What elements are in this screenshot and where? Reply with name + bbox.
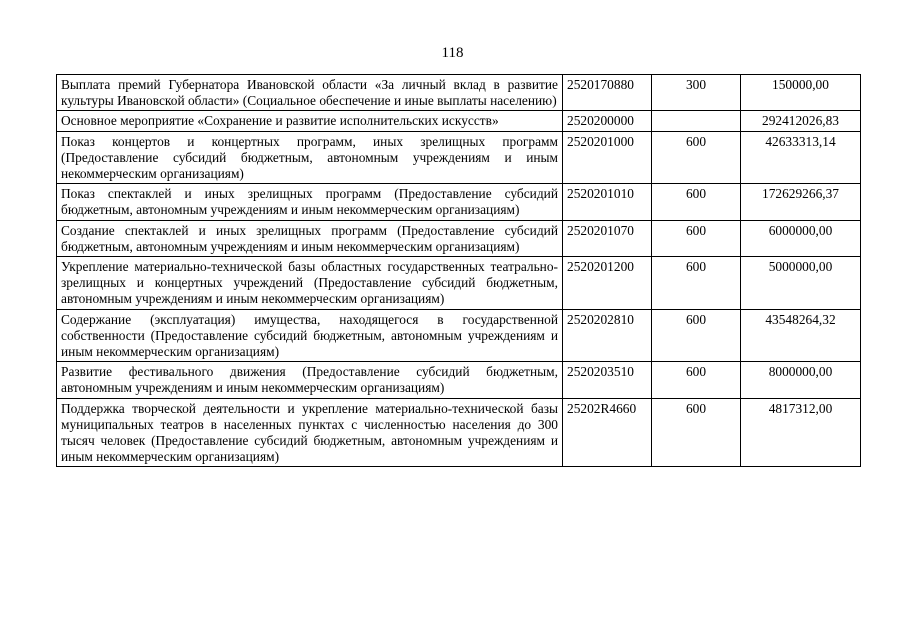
row-code: 2520201000 [563,131,652,184]
row-sum: 172629266,37 [741,184,861,220]
row-name: Поддержка творческой деятельности и укрепление материально-технической базы муниципальных театров в населенных пунктах с численностью населения до 300 тысяч человек (Предоставление субсидий бюджетным, автономным учреждениям и иным некоммерческим организациям) [57,398,563,467]
table-row [57,309,861,362]
row-expense-type: 600 [652,131,741,184]
row-name: Показ концертов и концертных программ, иных зрелищных программ (Предоставление субсидий бюджетным, автономным учреждениям и иным некоммерческим организациям) [57,131,563,184]
row-expense-type: 600 [652,398,741,467]
row-sum: 43548264,32 [741,309,861,362]
row-name: Укрепление материально-технической базы областных государственных театрально-зрелищных и концертных учреждений (Предоставление субсидий бюджетным, автономным учреждениям и иным некоммерческим организациям) [57,257,563,310]
table-row [57,257,861,310]
row-code: 25202R4660 [563,398,652,467]
row-code: 2520201200 [563,257,652,310]
row-code: 2520200000 [563,111,652,131]
row-sum: 6000000,00 [741,220,861,256]
row-expense-type: 600 [652,257,741,310]
budget-table [56,74,861,467]
row-code: 2520203510 [563,362,652,398]
row-name: Показ спектаклей и иных зрелищных программ (Предоставление субсидий бюджетным, автономным учреждениям и иным некоммерческим организациям) [57,184,563,220]
row-name: Развитие фестивального движения (Предоставление субсидий бюджетным, автономным учреждениям и иным некоммерческим организациям) [57,362,563,398]
row-code: 2520202810 [563,309,652,362]
table-row [57,111,861,131]
table-row [57,398,861,467]
row-code: 2520201070 [563,220,652,256]
row-sum: 8000000,00 [741,362,861,398]
table-row [57,131,861,184]
row-expense-type: 600 [652,309,741,362]
row-expense-type: 600 [652,184,741,220]
row-name: Содержание (эксплуатация) имущества, находящегося в государственной собственности (Предоставление субсидий бюджетным, автономным учреждениям и иным некоммерческим организациям) [57,309,563,362]
row-name: Основное мероприятие «Сохранение и развитие исполнительских искусств» [57,111,563,131]
row-expense-type: 600 [652,362,741,398]
row-code: 2520201010 [563,184,652,220]
table-row [57,184,861,220]
row-code: 2520170880 [563,75,652,111]
row-name: Выплата премий Губернатора Ивановской области «За личный вклад в развитие культуры Ивановской области» (Социальное обеспечение и иные выплаты населению) [57,75,563,111]
table-row [57,362,861,398]
page-number: 118 [441,45,464,61]
table-row [57,75,861,111]
row-sum: 4817312,00 [741,398,861,467]
row-expense-type: 600 [652,220,741,256]
row-sum: 5000000,00 [741,257,861,310]
row-name: Создание спектаклей и иных зрелищных программ (Предоставление субсидий бюджетным, автономным учреждениям и иным некоммерческим организациям) [57,220,563,256]
row-expense-type: 300 [652,75,741,111]
row-sum: 42633313,14 [741,131,861,184]
table-row [57,220,861,256]
row-expense-type [652,111,741,131]
row-sum: 150000,00 [741,75,861,111]
row-sum: 292412026,83 [741,111,861,131]
